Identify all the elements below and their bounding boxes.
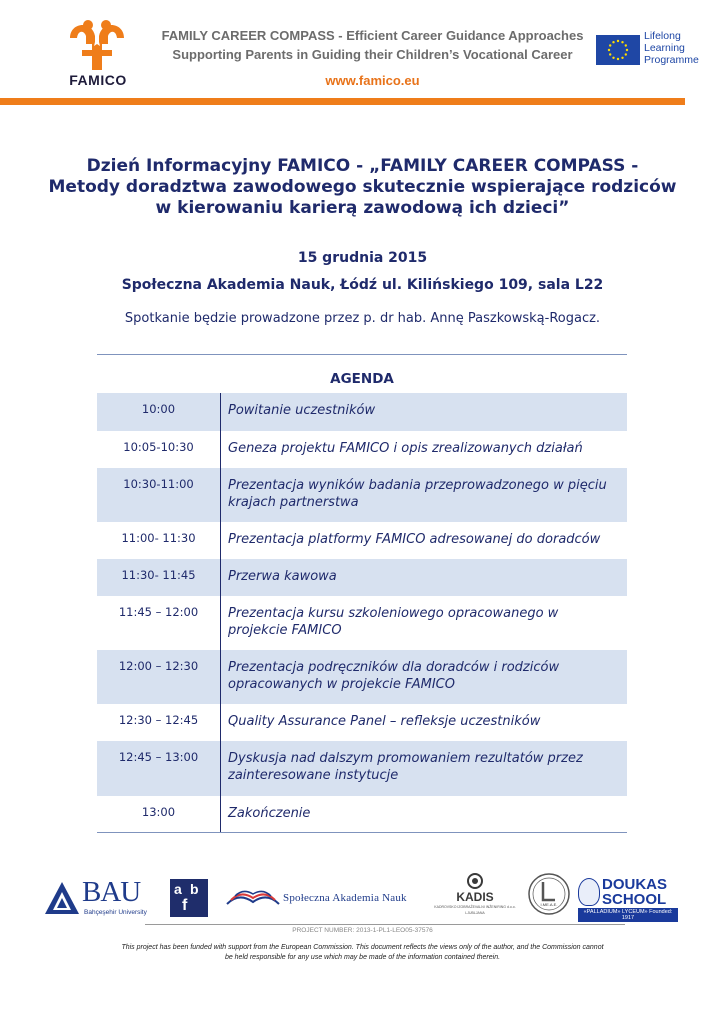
bau-triangle-icon xyxy=(43,880,81,918)
header-divider xyxy=(0,98,685,105)
bau-wordmark: BAU xyxy=(82,876,141,908)
abf-logo: a b f xyxy=(170,879,208,917)
famico-logo xyxy=(62,16,132,92)
agenda-time: 10:05-10:30 xyxy=(123,440,194,454)
llp-line-1: Lifelong xyxy=(644,30,681,42)
agenda-description: Geneza projektu FAMICO i opis zrealizowanych działań xyxy=(220,431,627,468)
agenda-top-rule xyxy=(97,354,627,355)
imeae-seal-icon xyxy=(527,872,571,916)
event-title-line-3: w kierowaniu karierą zawodową ich dzieci” xyxy=(155,198,570,218)
agenda-time: 12:30 – 12:45 xyxy=(118,713,199,727)
header-line-1: FAMILY CAREER COMPASS - Efficient Career Guidance Approaches xyxy=(161,28,584,43)
agenda-description: Quality Assurance Panel – refleksje uczestników xyxy=(220,704,627,741)
agenda-time: 10:00 xyxy=(141,402,176,416)
agenda-time: 10:30-11:00 xyxy=(123,477,194,491)
agenda-row xyxy=(97,468,627,522)
agenda-row xyxy=(97,596,627,650)
lifelong-learning-programme xyxy=(644,30,714,66)
event-venue: Społeczna Akademia Nauk, Łódź ul. Kilińskiego 109, sala L22 xyxy=(121,277,604,293)
agenda-time: 12:00 – 12:30 xyxy=(118,659,199,673)
imeae-label: I.ME.A.E. xyxy=(540,902,558,907)
agenda-description: Prezentacja platformy FAMICO adresowanej do doradców xyxy=(220,522,627,559)
bau-subtitle: Bahçeşehir University xyxy=(84,909,147,916)
eu-disclaimer: This project has been funded with support from the European Commission. This document reflects the views only of the author, and the Commission cannot be held responsible for any use which may be made of the information contained therein. xyxy=(121,944,604,961)
event-title xyxy=(30,156,695,219)
agenda-row xyxy=(97,796,627,832)
agenda-description: Prezentacja wyników badania przeprowadzonego w pięciu krajach partnerstwa xyxy=(220,468,627,522)
agenda-row xyxy=(97,431,627,468)
agenda-time: 13:00 xyxy=(141,805,176,819)
school-wordmark: SCHOOL xyxy=(602,891,667,908)
website-link[interactable]: www.famico.eu xyxy=(325,73,420,88)
agenda-row xyxy=(97,522,627,559)
agenda-time: 11:30- 11:45 xyxy=(121,568,196,582)
kadis-logo xyxy=(430,872,520,920)
project-number: PROJECT NUMBER: 2013-1-PL1-LEO05-37576 xyxy=(292,927,433,934)
agenda-time: 11:00- 11:30 xyxy=(121,531,196,545)
kadis-swirl-icon xyxy=(430,872,520,890)
doukas-wordmark: DOUKAS xyxy=(602,876,668,893)
event-title-line-2: Metody doradztwa zawodowego skutecznie wspierające rodziców xyxy=(48,177,677,197)
event-date: 15 grudnia 2015 xyxy=(297,250,428,266)
agenda-description: Przerwa kawowa xyxy=(220,559,627,596)
agenda-row xyxy=(97,704,627,741)
agenda-table xyxy=(97,393,627,832)
agenda-description: Prezentacja podręczników dla doradców i rodziców opracowanych w projekcie FAMICO xyxy=(220,650,627,704)
imeae-logo xyxy=(527,872,571,916)
agenda-description: Dyskusja nad dalszym promowaniem rezultatów przez zainteresowane instytucje xyxy=(220,741,627,796)
llp-line-3: Programme xyxy=(644,54,699,66)
llp-line-2: Learning xyxy=(644,42,685,54)
agenda-row xyxy=(97,741,627,796)
compass-people-icon xyxy=(62,16,132,74)
doukas-school-logo xyxy=(578,876,678,920)
agenda-time: 11:45 – 12:00 xyxy=(118,605,199,619)
agenda-description: Prezentacja kursu szkoleniowego opracowanego w projekcie FAMICO xyxy=(220,596,627,650)
doukas-crest-icon xyxy=(578,878,600,906)
event-host: Spotkanie będzie prowadzone przez p. dr hab. Annę Paszkowską-Rogacz. xyxy=(124,311,601,326)
eu-flag-icon xyxy=(596,35,640,65)
agenda-bottom-rule xyxy=(97,832,627,833)
event-title-line-1: Dzień Informacyjny FAMICO - „FAMILY CAREER COMPASS - xyxy=(86,156,639,176)
agenda-row xyxy=(97,650,627,704)
agenda-row xyxy=(97,559,627,596)
kadis-fine-text: KADROVSKO IZOBRAŽEVALNI INŽENIRING d.o.o. xyxy=(434,905,516,909)
agenda-heading: AGENDA xyxy=(330,371,394,387)
header-title xyxy=(160,26,585,64)
san-logo xyxy=(225,882,425,912)
footer-rule xyxy=(145,924,625,925)
famico-logo-text: FAMICO xyxy=(69,72,127,88)
san-wordmark: Społeczna Akademia Nauk xyxy=(283,892,407,904)
kadis-city: LJUBLJANA xyxy=(465,911,485,915)
open-book-icon xyxy=(225,882,281,912)
page-header xyxy=(0,0,725,108)
agenda-time: 12:45 – 13:00 xyxy=(118,750,199,764)
bau-logo xyxy=(43,876,155,920)
partner-logos xyxy=(0,868,725,923)
header-line-2: Supporting Parents in Guiding their Children’s Vocational Career xyxy=(172,47,573,62)
agenda-row xyxy=(97,393,627,431)
doukas-tagline: «PALLADIUM» LYCEUM» Founded: 1917 xyxy=(578,908,678,922)
kadis-wordmark: KADIS xyxy=(456,890,494,904)
agenda-description: Zakończenie xyxy=(220,796,627,832)
agenda-description: Powitanie uczestników xyxy=(220,393,627,431)
